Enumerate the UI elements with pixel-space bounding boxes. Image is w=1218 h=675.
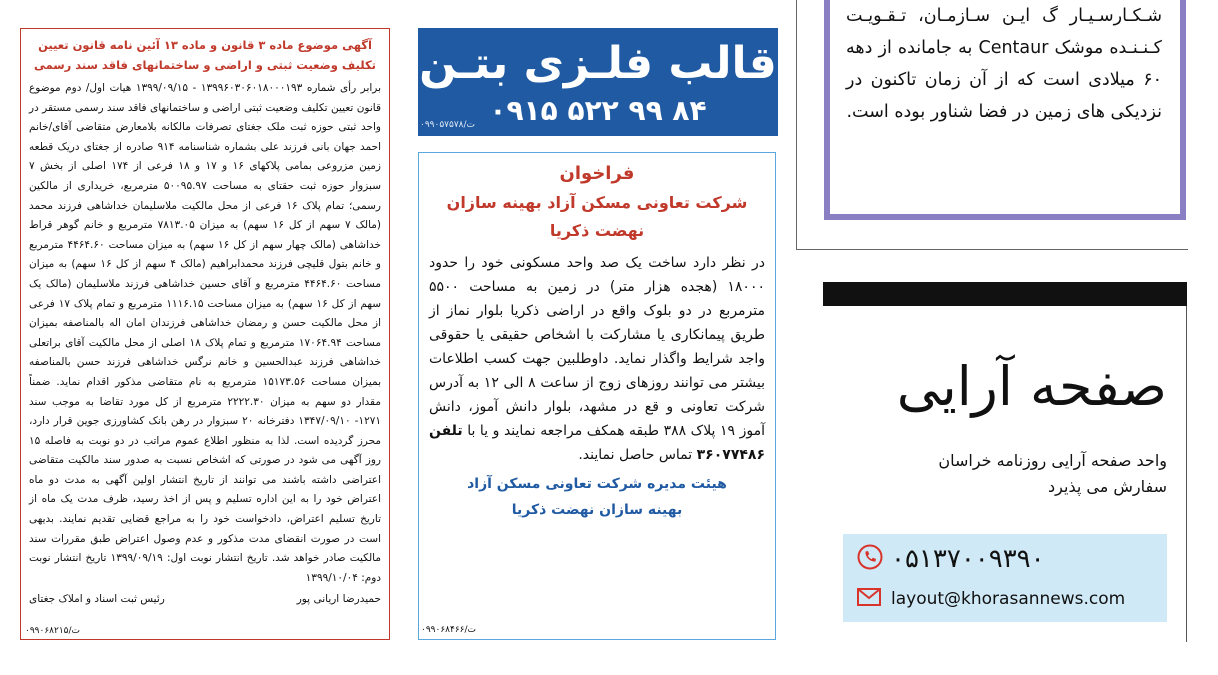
- layout-service-ad: [823, 282, 1187, 642]
- legal-notice-title: آگهی موضوع ماده ۳ قانون و ماده ۱۳ آئین نامه قانون تعیین تکلیف وضعیت ثبتی و اراضی و ساختمانهای فاقد سند رسمی: [34, 38, 376, 72]
- call-body-part1: در نظر دارد ساخت یک صد واحد مسکونی خود را حدود ۱۸۰۰۰ (هجده هزار متر) در زمین به مساحت ۵۵۰۰ مترمربع در دو بلوک واقع در اراضی ذکریا بلوار نماز از طریق پیمانکاری یا مشارکت با اشخاص حقیقی یا حقوقی واجد شرایط واگذار نماید. داوطلبین جهت کسب اطلاعات بیشتر می توانند روزهای زوج از ساعت ۸ الی ۱۲ به آدرس شرکت تعاونی و قع در مشهد، بلوار دانش آموز، دانش آموز ۱۹ پلاک ۳۸۸ طبقه همکف مراجعه نمایند و یا با: [429, 255, 765, 439]
- call-code: ۰۹۹۰۶۸۴۶۶/ت: [421, 625, 477, 635]
- banner-phone: ۰۹۱۵ ۵۲۲ ۹۹ ۸۴: [489, 94, 707, 127]
- layout-contact-box: [843, 534, 1167, 622]
- layout-side-rule: [1186, 306, 1187, 642]
- call-for-tender-ad: [418, 152, 776, 640]
- call-company-sub: نهضت ذکریا: [549, 221, 645, 240]
- layout-email-row: [857, 584, 1125, 614]
- mail-icon: [857, 588, 881, 610]
- legal-notice-signature: [29, 590, 381, 608]
- call-heading: فراخوان: [559, 163, 635, 184]
- call-body: [429, 251, 765, 467]
- legal-notice-body: برابر رأی شماره ۱۳۹۹۶۰۳۰۶۰۱۸۰۰۰۱۹۳ - ۱۳۹۹/۰۹/۱۵ هیات اول/ دوم موضوع قانون تعیین تکلیف وضعیت ثبتی اراضی و ساختمانهای فاقد سند رسمی مستقر در واحد ثبتی حوزه ثبت ملک جغتای تصرفات مالکانه بلامعارض متقاضی آقای/خانم احمد جهان بانی فرزند علی بشماره شناسنامه ۹۱۴ صادره از جغتای دریک قطعه زمین مزروعی بمامی پلاکهای ۱۶ و ۱۷ و ۱۸ فرعی از ۱۷۴ اصلی از بخش ۷ سبزوار حوزه ثبت حقتای به مساحت ۵۰۰۹۵.۹۷ مترمربع، خریداری از مالکین رسمی؛ تمام پلاک ۱۶ فرعی از محل مالکیت ملاسلیمان خداشاهی فرزند محمد (مالک ۷ سهم از کل ۱۶ سهم) به میزان ۷۸۱۳.۰۵ مترمربع و خانم گوهر قراط خداشاهی (مالک چهار سهم از کل ۱۶ سهم) به میزان مساحت ۴۴۶۴.۶۰ مترمربع و خانم بتول قلیچی فرزند محمدابراهیم (مالک ۴ سهم از کل ۱۶ سهم) به میزان مساحت ۴۴۶۴.۶۰ مترمربع و آقای حسین خداشاهی فرزند ملاسلیمان (مالک یک سهم از کل ۱۶ سهم) به میزان مساحت ۱۱۱۶.۱۵ مترمربع و تمام پلاک ۱۷ فرعی از محل مالکیت حسن و رمضان خداشاهی فرزندان امان اله بالمناصفه بمیزان مساحت ۱۷۰۶۴.۹۴ مترمربع و تمام پلاک ۱۸ اصلی از محل مالکیت آقای براتعلی خداشاهی فرزند عبدالحسین و خانم نرگس خداشاهی فرزند حسن بالمناصفه بمیزان مساحت ۱۵۱۷۳.۵۶ مترمربع به نام متقاضی مذکور اقدام نماید. ضمناً مقدار دو سهم به میزان ۲۲۲۲.۳۰ مترمربع از کل مورد تقاضا به موجب سند ۱۲۷۱- ۱۳۴۷/۰۹/۱۰ دفترخانه ۲۰ سبزوار در رهن بانک کشاورزی جوین قرار دارد، محرز گردیده است. لذا به منظور اطلاع عموم مراتب در دو نوبت به فاصله ۱۵ روز آگهی می شود در صورتی که اشخاص نسبت به صدور سند مالکیت متقاضی اعتراضی داشته باشند می توانند از تاریخ انتشار اولین آگهی به مدت دو ماه اعتراض خود را به این اداره تسلیم و پس از اخذ رسید، ظرف مدت یک ماه از تاریخ تسلیم اعتراض، دادخواست خود را به مراجع قضایی تقدیم نمایند. بدیهی است در صورت انقضای مدت مذکور و عدم وصول اعتراض طبق مقررات سند مالکیت صادر خواهد شد. تاریخ انتشار نوبت اول: ۱۳۹۹/۰۹/۱۹ تاریخ انتشار نوبت دوم: ۱۳۹۹/۱۰/۰۴: [29, 82, 382, 584]
- layout-email[interactable]: layout@khorasannews.com: [891, 589, 1126, 609]
- call-company: شرکت تعاونی مسکن آزاد بهینه سازان: [446, 193, 748, 212]
- call-footer-line2: بهینه سازان نهضت ذکریا: [511, 502, 683, 518]
- legal-notice-code: ۰۹۹۰۶۸۲۱۵/ت: [25, 626, 81, 636]
- layout-phone-row: [857, 544, 1045, 574]
- article-text: شـکـارسـیـار گ ایـن سـازمـان، تـقـویـت کـنـنـده موشک Centaur به جامانده از دهه ۶۰ میلادی است که از آن زمان تاکنون در نزدیکی های زمین در فضا شناور بوده است.: [846, 6, 1162, 122]
- layout-top-bar: [823, 282, 1187, 306]
- banner-title: قالب فلـزی بتـن: [419, 38, 777, 89]
- phone-icon: [857, 544, 883, 574]
- layout-phone: ۰۵۱۳۷۰۰۹۳۹۰: [891, 544, 1045, 574]
- call-footer-line1: هیئت مدیره شرکت تعاونی مسکن آزاد: [467, 476, 727, 492]
- legal-notice-ad: [20, 28, 390, 640]
- layout-line1: واحد صفحه آرایی روزنامه خراسان: [938, 451, 1167, 470]
- layout-line2: سفارش می پذیرد: [1048, 477, 1167, 496]
- signature-role: رئیس ثبت اسناد و املاک جغتای: [29, 593, 165, 606]
- call-phone: تلفن ۳۶۰۷۷۴۸۶: [429, 423, 765, 463]
- call-body-part2: تماس حاصل نمایند.: [578, 447, 693, 463]
- article-box: [824, 0, 1186, 220]
- concrete-mold-banner-ad: [418, 28, 778, 136]
- signature-name: حمیدرضا اریانی پور: [296, 593, 381, 606]
- banner-code: ۰۹۹۰۵۷۵۷۸/ت: [420, 120, 476, 130]
- layout-heading: صفحه آرایی: [896, 355, 1167, 418]
